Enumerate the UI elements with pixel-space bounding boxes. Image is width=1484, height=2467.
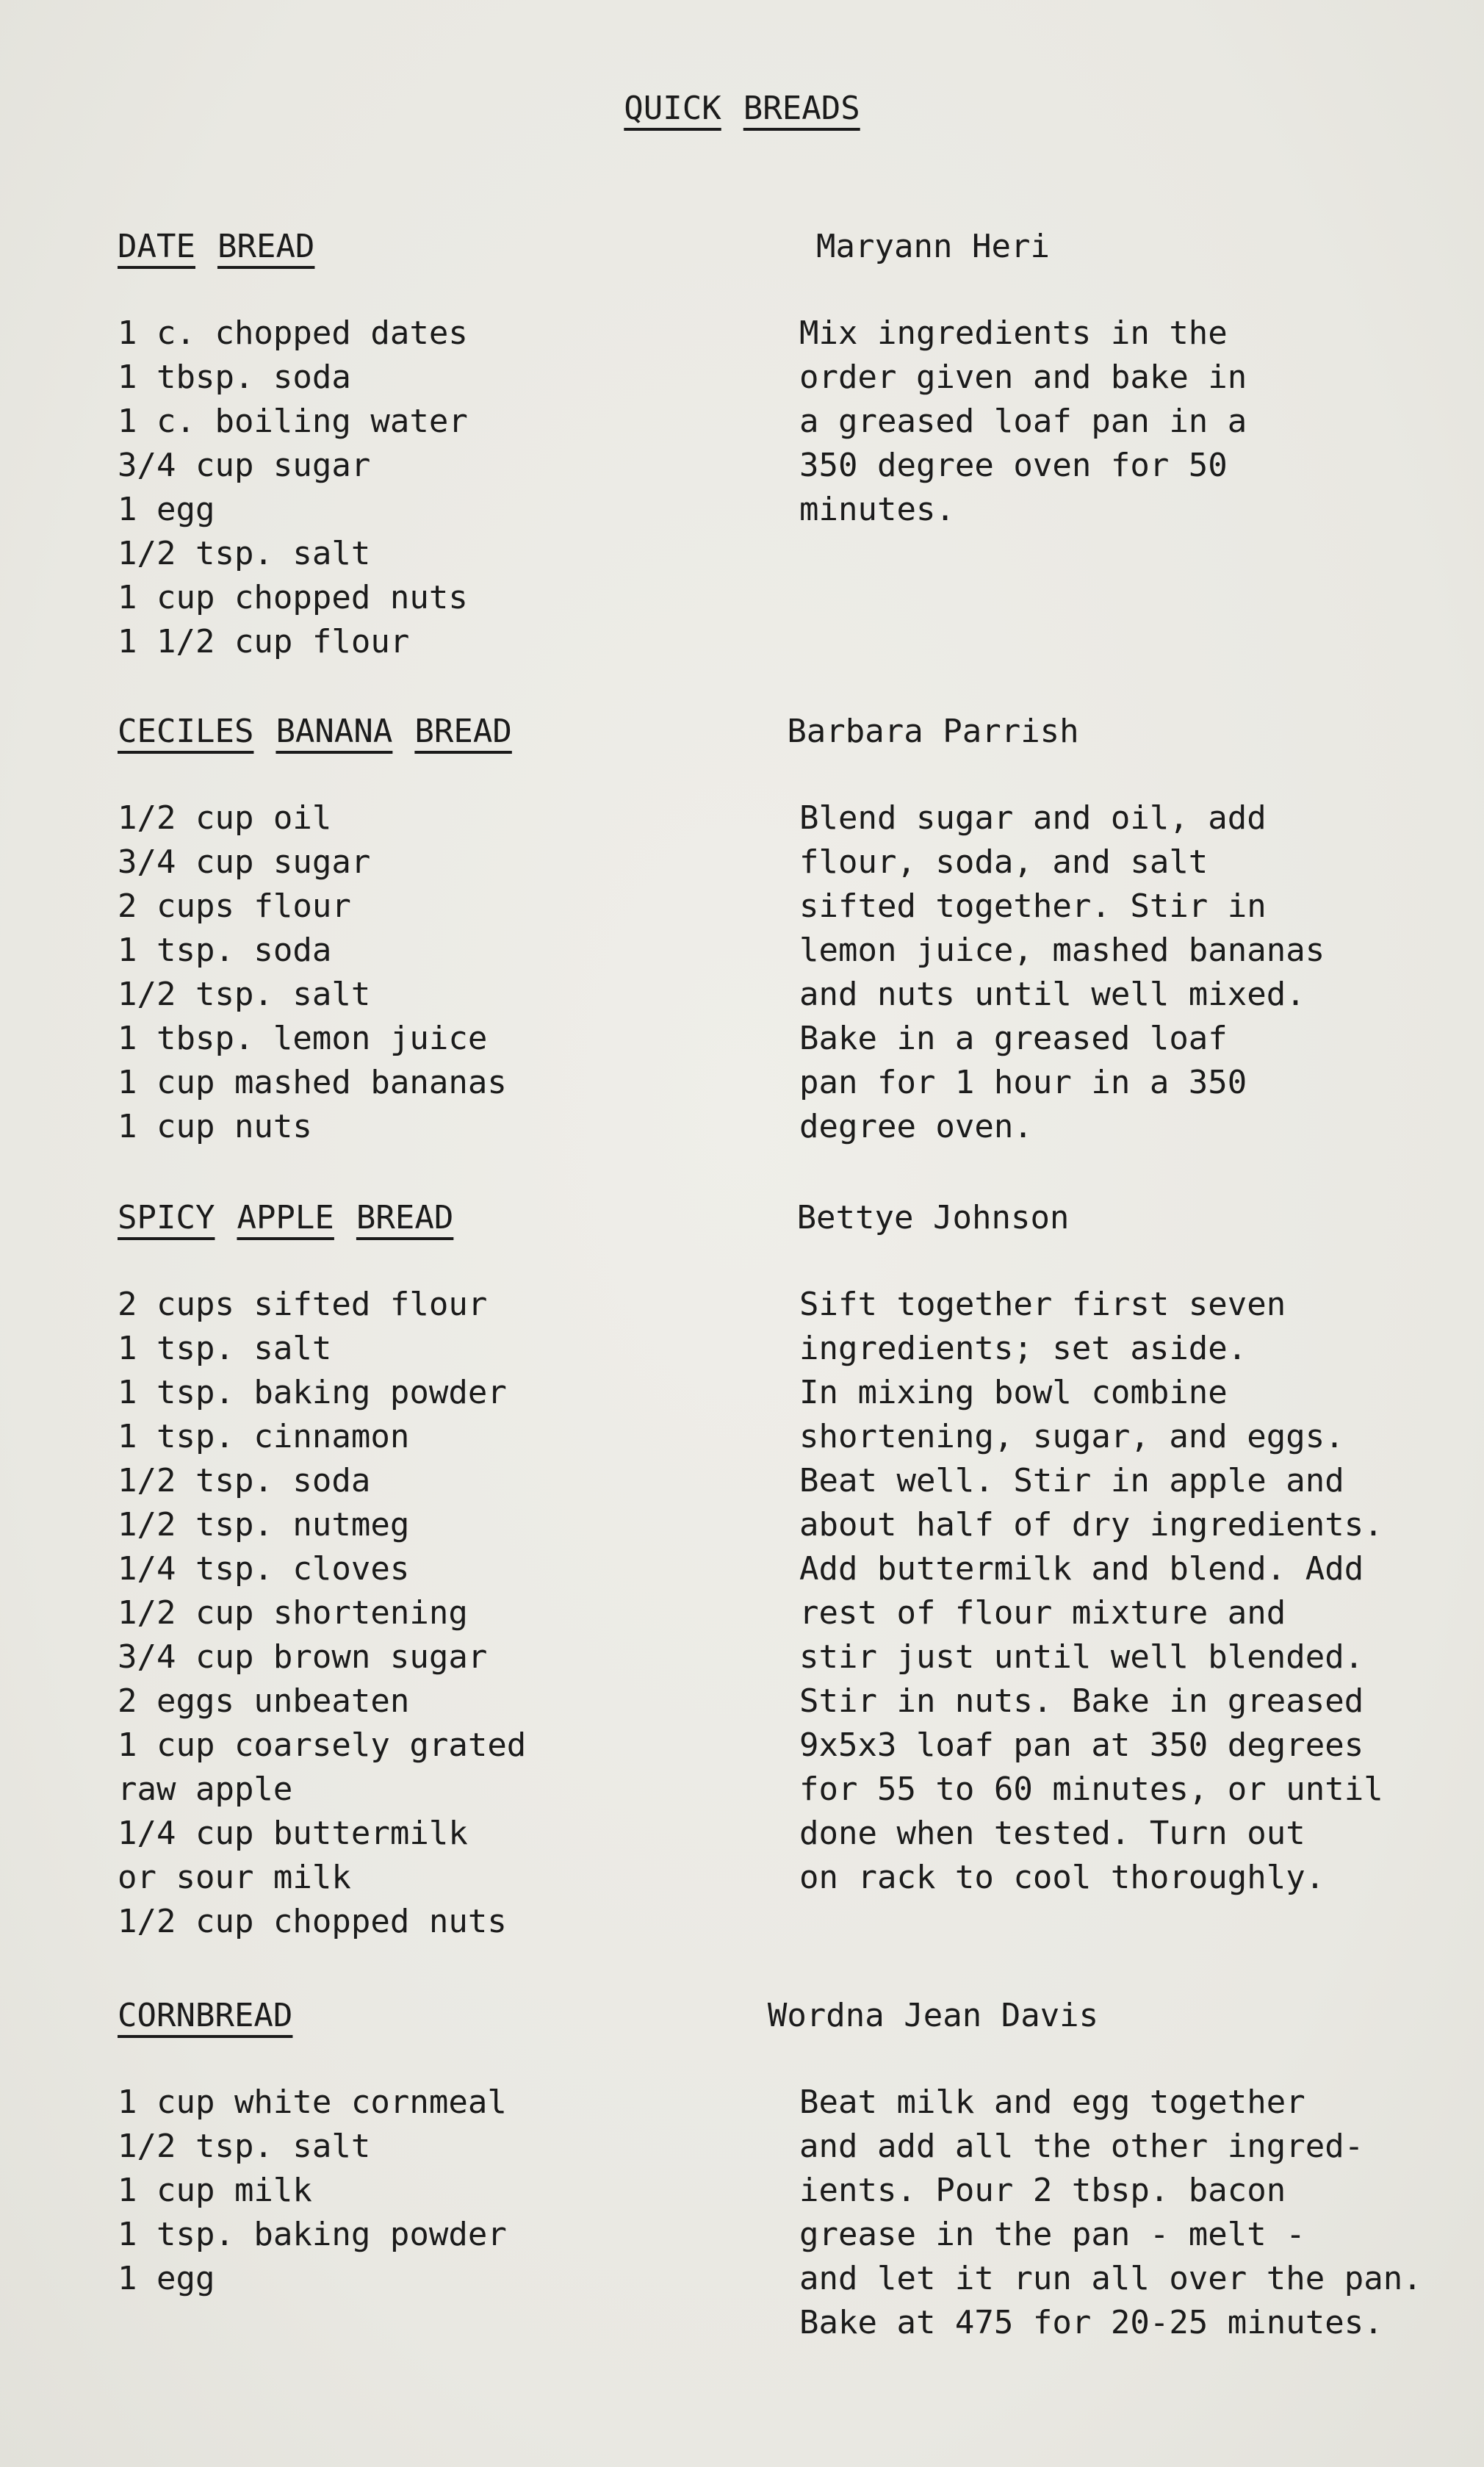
recipe-title-word: BANANA [275, 713, 393, 750]
directions-line: Mix ingredients in the [799, 314, 1228, 352]
ingredient: 1/2 cup chopped nuts [118, 1903, 507, 1940]
directions-line: on rack to cool thoroughly. [799, 1859, 1325, 1896]
directions-line: lemon juice, mashed bananas [799, 932, 1325, 969]
ingredient-list [118, 796, 507, 1149]
recipe-title-word: DATE [118, 228, 195, 265]
ingredient: 1 tsp. baking powder [118, 1374, 507, 1411]
directions-line: Beat milk and egg together [799, 2084, 1305, 2121]
directions-line: Bake in a greased loaf [799, 1020, 1228, 1057]
recipe-directions [799, 1283, 1383, 1900]
directions-line: done when tested. Turn out [799, 1815, 1305, 1852]
ingredient: 1 c. chopped dates [118, 314, 468, 352]
ingredient: 1 egg [118, 2260, 215, 2297]
directions-line: order given and bake in [799, 359, 1247, 396]
ingredient: 3/4 cup brown sugar [118, 1638, 488, 1676]
ingredient: 1/2 tsp. salt [118, 535, 371, 572]
recipe-title [118, 1994, 292, 2038]
ingredient-list [118, 311, 468, 664]
recipe-title-word: SPICY [118, 1199, 215, 1236]
directions-line: Blend sugar and oil, add [799, 799, 1267, 837]
ingredient: 1 cup nuts [118, 1108, 312, 1145]
directions-line: about half of dry ingredients. [799, 1506, 1383, 1544]
recipe-title-word: APPLE [237, 1199, 334, 1236]
directions-line: rest of flour mixture and [799, 1594, 1286, 1632]
directions-line: 9x5x3 loaf pan at 350 degrees [799, 1726, 1364, 1764]
ingredient: 1 cup coarsely grated [118, 1726, 527, 1764]
ingredient-list [118, 2081, 507, 2301]
directions-line: sifted together. Stir in [799, 887, 1267, 925]
ingredient: 2 cups sifted flour [118, 1286, 488, 1323]
ingredient: 1 tsp. baking powder [118, 2216, 507, 2253]
directions-line: Bake at 475 for 20-25 minutes. [799, 2304, 1383, 2341]
ingredient: raw apple [118, 1771, 293, 1808]
directions-line: stir just until well blended. [799, 1638, 1364, 1676]
ingredient: 1 tbsp. soda [118, 359, 351, 396]
page-title-word: QUICK [624, 90, 721, 127]
recipe-title-word: CECILES [118, 713, 254, 750]
ingredient: 1 tsp. soda [118, 932, 332, 969]
ingredient: 1 tbsp. lemon juice [118, 1020, 488, 1057]
ingredient: 1 c. boiling water [118, 403, 468, 440]
ingredient: 1 tsp. cinnamon [118, 1418, 410, 1455]
ingredient: or sour milk [118, 1859, 351, 1896]
ingredient: 2 eggs unbeaten [118, 1682, 410, 1720]
recipe-author: Bettye Johnson [796, 1199, 1070, 1236]
page-title [0, 87, 1484, 131]
ingredient: 2 cups flour [118, 887, 351, 925]
ingredient: 1 cup white cornmeal [118, 2084, 507, 2121]
ingredient: 1 cup chopped nuts [118, 579, 468, 616]
ingredient: 1 egg [118, 491, 215, 528]
recipe-title-word: BREAD [356, 1199, 454, 1236]
ingredient: 1/4 cup buttermilk [118, 1815, 468, 1852]
ingredient: 3/4 cup sugar [118, 447, 371, 484]
recipe-directions [799, 2081, 1422, 2345]
ingredient: 1/2 tsp. salt [118, 976, 371, 1013]
recipe-title-word: CORNBREAD [118, 1997, 293, 2034]
page-title-word: BREADS [743, 90, 860, 127]
directions-line: and add all the other ingred- [799, 2128, 1364, 2165]
recipe-directions [799, 796, 1325, 1149]
recipe-title-word: BREAD [414, 713, 512, 750]
directions-line: and let it run all over the pan. [799, 2260, 1422, 2297]
directions-line: degree oven. [799, 1108, 1033, 1145]
directions-line: shortening, sugar, and eggs. [799, 1418, 1344, 1455]
recipe-author: Maryann Heri [816, 228, 1050, 265]
recipe-title [118, 1196, 453, 1240]
ingredient: 1/4 tsp. cloves [118, 1550, 410, 1588]
ingredient: 1/2 cup shortening [118, 1594, 468, 1632]
directions-line: Stir in nuts. Bake in greased [799, 1682, 1364, 1720]
ingredient: 1/2 tsp. salt [118, 2128, 371, 2165]
directions-line: a greased loaf pan in a [799, 403, 1247, 440]
recipe-author: Barbara Parrish [787, 713, 1079, 750]
recipe-directions [799, 311, 1247, 532]
directions-line: grease in the pan - melt - [799, 2216, 1305, 2253]
directions-line: minutes. [799, 491, 955, 528]
directions-line: for 55 to 60 minutes, or until [799, 1771, 1383, 1808]
ingredient: 1 cup milk [118, 2172, 312, 2209]
ingredient: 1 tsp. salt [118, 1330, 332, 1367]
recipe-title-word: BREAD [217, 228, 315, 265]
directions-line: ients. Pour 2 tbsp. bacon [799, 2172, 1286, 2209]
ingredient-list [118, 1283, 526, 1944]
directions-line: and nuts until well mixed. [799, 976, 1305, 1013]
directions-line: flour, soda, and salt [799, 843, 1209, 881]
directions-line: pan for 1 hour in a 350 [799, 1064, 1247, 1101]
ingredient: 1/2 tsp. soda [118, 1462, 371, 1499]
recipe-title [118, 225, 314, 269]
ingredient: 1 1/2 cup flour [118, 623, 410, 660]
ingredient: 1/2 tsp. nutmeg [118, 1506, 410, 1544]
directions-line: Add buttermilk and blend. Add [799, 1550, 1364, 1588]
recipe-author: Wordna Jean Davis [767, 1997, 1099, 2034]
directions-line: 350 degree oven for 50 [799, 447, 1228, 484]
directions-line: Sift together first seven [799, 1286, 1286, 1323]
directions-line: In mixing bowl combine [799, 1374, 1228, 1411]
ingredient: 1 cup mashed bananas [118, 1064, 507, 1101]
ingredient: 3/4 cup sugar [118, 843, 371, 881]
directions-line: Beat well. Stir in apple and [799, 1462, 1344, 1499]
recipe-title [118, 710, 512, 754]
directions-line: ingredients; set aside. [799, 1330, 1247, 1367]
ingredient: 1/2 cup oil [118, 799, 332, 837]
